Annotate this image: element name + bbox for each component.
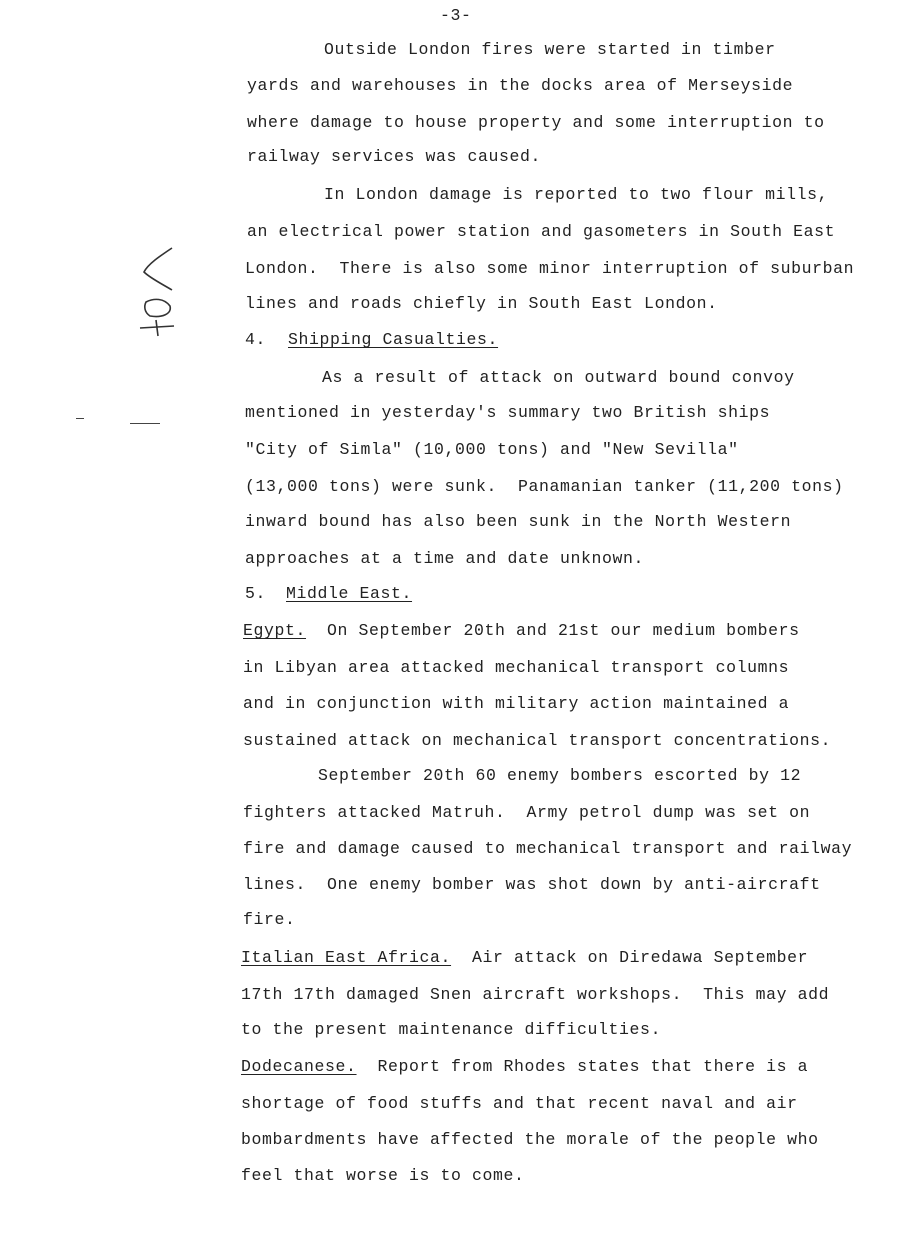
paragraph-line: shortage of food stuffs and that recent naval and air bbox=[241, 1094, 798, 1113]
paragraph-line: 17th 17th damaged Snen aircraft workshops. This may add bbox=[241, 985, 830, 1004]
section-number: 5. bbox=[245, 584, 267, 603]
section-heading: Shipping Casualties. bbox=[288, 330, 499, 349]
paragraph-line: where damage to house property and some interruption to bbox=[247, 113, 825, 132]
paragraph-line: approaches at a time and date unknown. bbox=[245, 549, 645, 568]
paragraph-line: an electrical power station and gasometers in South East bbox=[247, 222, 836, 241]
paragraph-line: fire. bbox=[243, 910, 296, 929]
paragraph-line: sustained attack on mechanical transport concentrations. bbox=[243, 731, 832, 750]
paragraph-line: fire and damage caused to mechanical transport and railway bbox=[243, 839, 853, 858]
subsection-label: Italian East Africa. bbox=[241, 948, 452, 967]
dodecanese-line bbox=[241, 1057, 808, 1077]
margin-dash bbox=[76, 418, 84, 419]
paragraph-text: Air attack on Diredawa September bbox=[451, 948, 809, 967]
paragraph-line: Outside London fires were started in timber bbox=[324, 40, 776, 59]
iea-line bbox=[241, 948, 808, 968]
paragraph-line: bombardments have affected the morale of the people who bbox=[241, 1130, 819, 1149]
paragraph-line: yards and warehouses in the docks area of Merseyside bbox=[247, 76, 794, 95]
paragraph-line: In London damage is reported to two flour mills, bbox=[324, 185, 829, 204]
paragraph-line: in Libyan area attacked mechanical transport columns bbox=[243, 658, 790, 677]
paragraph-line: mentioned in yesterday's summary two British ships bbox=[245, 403, 771, 422]
subsection-label: Dodecanese. bbox=[241, 1057, 357, 1076]
section-heading: Middle East. bbox=[286, 584, 413, 603]
margin-dash bbox=[130, 423, 160, 424]
paragraph-line: (13,000 tons) were sunk. Panamanian tanker (11,200 tons) bbox=[245, 477, 844, 496]
handwritten-margin-mark bbox=[120, 240, 190, 350]
paragraph-line: railway services was caused. bbox=[247, 147, 542, 166]
egypt-line bbox=[243, 621, 800, 641]
subsection-label: Egypt. bbox=[243, 621, 307, 640]
paragraph-line: inward bound has also been sunk in the North Western bbox=[245, 512, 792, 531]
paragraph-text: Report from Rhodes states that there is a bbox=[356, 1057, 809, 1076]
paragraph-line: to the present maintenance difficulties. bbox=[241, 1020, 662, 1039]
paragraph-text: On September 20th and 21st our medium bombers bbox=[306, 621, 800, 640]
paragraph-line: and in conjunction with military action maintained a bbox=[243, 694, 790, 713]
paragraph-line: fighters attacked Matruh. Army petrol dump was set on bbox=[243, 803, 811, 822]
page-number: -3- bbox=[440, 6, 472, 25]
paragraph-line: lines. One enemy bomber was shot down by anti-aircraft bbox=[243, 875, 821, 894]
paragraph-line: As a result of attack on outward bound convoy bbox=[322, 368, 795, 387]
paragraph-line: feel that worse is to come. bbox=[241, 1166, 525, 1185]
paragraph-line: "City of Simla" (10,000 tons) and "New Sevilla" bbox=[245, 440, 739, 459]
paragraph-line: lines and roads chiefly in South East London. bbox=[245, 294, 718, 313]
paragraph-line: London. There is also some minor interruption of suburban bbox=[245, 259, 855, 278]
paragraph-line: September 20th 60 enemy bombers escorted by 12 bbox=[318, 766, 802, 785]
section-number: 4. bbox=[245, 330, 267, 349]
